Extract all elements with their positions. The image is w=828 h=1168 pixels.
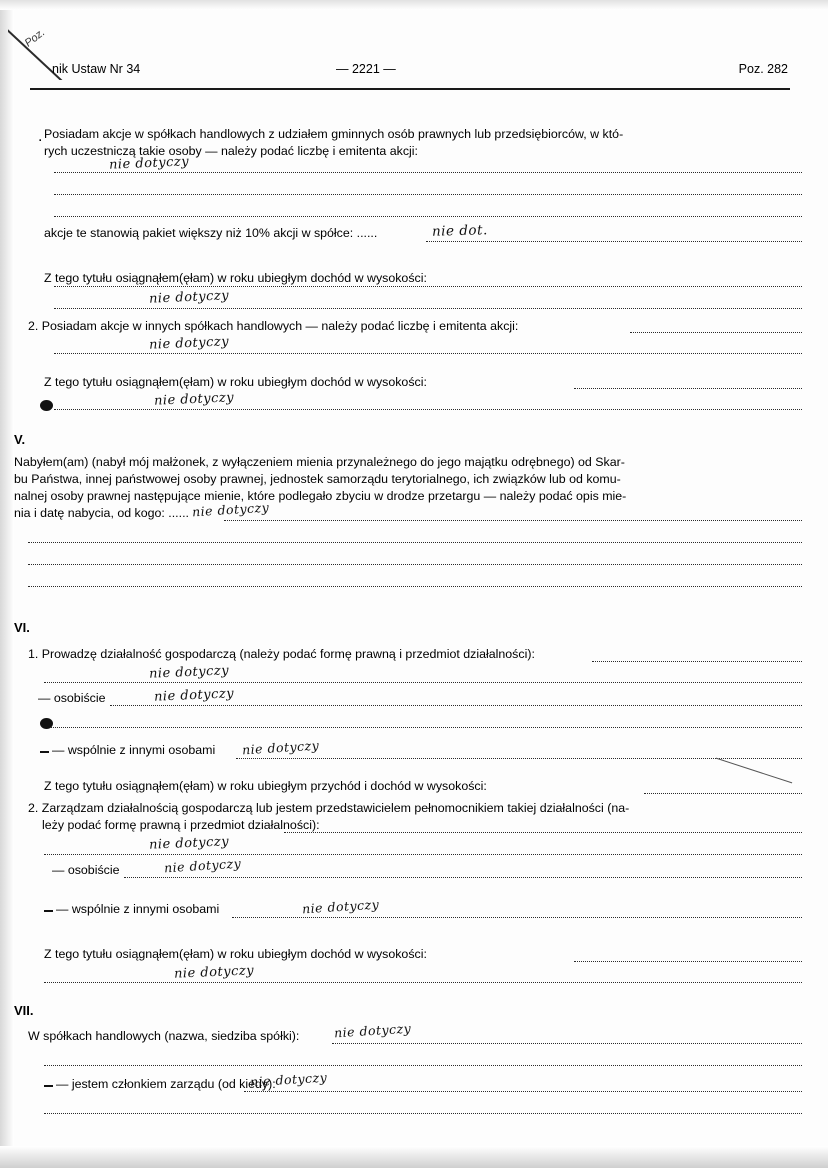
handwriting-vii-answer-1: nie dotyczy [333,1020,412,1041]
scan-edge-top [0,0,828,10]
dash-mark [40,751,49,753]
dotted-line [426,241,802,242]
handwriting-vi-item1-answer: nie dotyczy [148,663,230,682]
handwriting-vii-answer-2: nie dotyczy [249,1069,328,1090]
ink-blot [40,400,53,411]
dotted-line [44,727,802,728]
handwriting-personally2-answer: nie dotyczy [163,855,242,876]
dotted-line [54,286,802,287]
handwriting-jointly2-answer: nie dotyczy [301,896,380,917]
section-vi-item2-line1: 2. Zarządzam działalnością gospodarczą lub jestem przedstawicielem pełnomocnikiem takiej działalności (na- [28,801,630,815]
section-v-line2: bu Państwa, innej państwowej osoby prawnej, jednostek samorządu terytorialnego, ich związków lub od komu- [14,472,621,486]
dotted-line [44,854,802,855]
dash-mark [44,1085,53,1087]
section-v-line1: Nabyłem(am) (nabył mój małżonek, z wyłączeniem mienia przynależnego do jego majątku odrębnego) od Skar- [14,455,625,469]
dotted-line [124,877,802,878]
item2-label: 2. Posiadam akcje w innych spółkach handlowych — należy podać liczbę i emitenta akcji: [28,319,519,333]
jointly-label: — wspólnie z innymi osobami [52,743,216,757]
packet-label: akcje te stanowią pakiet większy niż 10% akcji w spółce: ...... [44,226,378,240]
dash-mark [44,910,53,912]
dotted-line [54,194,802,195]
dotted-line [574,388,802,389]
dotted-line [44,982,802,983]
item1-line2: rych uczestniczą takie osoby — należy podać liczbę i emitenta akcji: [44,144,418,158]
dotted-line [332,1043,802,1044]
section-vii-line1-label: W spółkach handlowych (nazwa, siedziba spółki): [28,1029,300,1043]
dotted-line [54,172,802,173]
handwriting-income-vi-answer-2: nie dotyczy [173,963,255,982]
personally-label: — osobiście [38,691,106,705]
dotted-line [110,705,802,706]
scan-edge-left [0,0,14,1168]
section-numeral-vii: VII. [14,1003,34,1018]
dotted-line [644,793,802,794]
header-divider [30,88,790,90]
dotted-line [54,353,802,354]
dotted-line [44,1065,802,1066]
handwriting-income-answer-1: nie dotyczy [148,288,230,307]
header-left-text: nik Ustaw Nr 34 [52,62,141,76]
dotted-line [244,1091,802,1092]
handwriting-vi-item2-answer: nie dotyczy [148,834,230,853]
section-vi-item1-label: 1. Prowadzę działalność gospodarczą (należy podać formę prawną i przedmiot działalności): [28,647,535,661]
section-vi-item2-line2: leży podać formę prawną i przedmiot działalności): [42,818,320,832]
ink-blot [40,718,53,729]
dotted-line [630,332,802,333]
dotted-line [54,216,802,217]
income-label-2: Z tego tytułu osiągnąłem(ęłam) w roku ubiegłym dochód w wysokości: [44,375,427,389]
section-vii-line2-label: — jestem członkiem zarządu (od kiedy): [56,1077,276,1091]
handwriting-income-answer-2: nie dotyczy [153,390,235,409]
handwriting-section-v-answer: nie dotyczy [191,499,270,520]
scan-edge-bottom [0,1146,828,1168]
dotted-line [28,564,802,565]
dotted-line [28,542,802,543]
page-header [40,62,788,80]
handwriting-jointly-answer: nie dotyczy [241,737,320,758]
dotted-line [28,586,802,587]
dotted-line [592,661,802,662]
handwriting-packet-answer: nie dot. [431,222,488,240]
dotted-line [574,961,802,962]
item1-bullet: . [38,128,43,145]
item1-line1: Posiadam akcje w spółkach handlowych z udziałem gminnych osób prawnych lub przedsiębiorców, w któ- [44,127,624,141]
personally2-label: — osobiście [52,863,120,877]
dotted-line [44,1113,802,1114]
dotted-line [54,409,802,410]
dotted-line [54,308,802,309]
header-right-poz: Poz. 282 [738,62,788,76]
dotted-line [224,520,802,521]
income-label-vi-1: Z tego tytułu osiągnąłem(ęłam) w roku ubiegłym przychód i dochód w wysokości: [44,779,487,793]
handwriting-item2-answer: nie dotyczy [148,334,230,353]
handwriting-personally-answer: nie dotyczy [153,686,235,705]
section-numeral-v: V. [14,432,26,447]
dotted-line [232,917,802,918]
handwriting-item1-answer: nie dotyczy [108,154,190,173]
corner-poz-mark: Poz. [22,26,48,50]
income-label-1: Z tego tytułu osiągnąłem(ęłam) w roku ubiegłym dochód w wysokości: [44,271,427,285]
jointly2-label: — wspólnie z innymi osobami [56,902,220,916]
header-page-number: — 2221 — [336,62,396,76]
section-v-line3: nalnej osoby prawnej następujące mienie, które podlegało zbyciu w drodze przetargu — należy podać opis mie- [14,489,627,503]
section-numeral-vi: VI. [14,620,30,635]
dotted-line [44,682,802,683]
income-label-vi-2: Z tego tytułu osiągnąłem(ęłam) w roku ubiegłym dochód w wysokości: [44,947,427,961]
dotted-line [284,832,802,833]
section-v-line4: nia i datę nabycia, od kogo: ...... [14,506,189,520]
